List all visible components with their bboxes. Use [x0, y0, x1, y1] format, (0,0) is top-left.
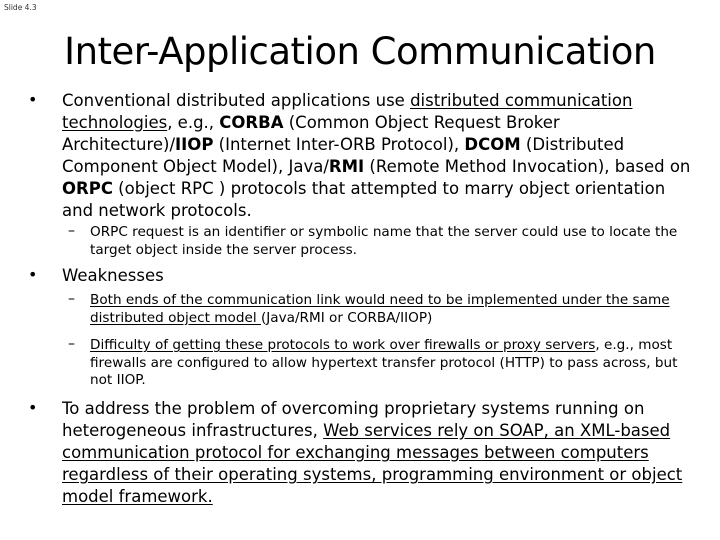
bullet-dot: • [28, 265, 38, 284]
slide-number: Slide 4.3 [4, 3, 37, 12]
bullet-text: Weaknesses [62, 266, 164, 285]
link-distributed-communication: distributed communication technologies [62, 91, 633, 132]
dash-marker: – [68, 223, 75, 239]
bullet-text: To address the problem of overcoming proprietary systems running on heterogeneous infrastructures, Web services rely on SOAP, an XML-based communication protocol for exchanging messages between computers regardless of their operating systems, programming environment or object model framework. [62, 399, 683, 506]
dash-marker: – [68, 291, 75, 307]
bullet-dot: • [28, 90, 38, 109]
sub-bullet-text: Difficulty of getting these protocols to work over firewalls or proxy servers, e.g., most firewalls are configured to allow hypertext transfer protocol (HTTP) to pass across, but not IIOP. [90, 337, 678, 388]
bullet-text: Conventional distributed applications use distributed communication technologies, e.g., CORBA (Common Object Request Broker Architecture)/IIOP (Internet Inter-ORB Protocol), DCOM (Distributed Component Object Model), Java/RMI (Remote Method Invocation), based on ORPC (object RPC ) protocols that attempted to marry object orientation and network protocols. [62, 91, 691, 220]
dash-marker: – [68, 336, 75, 352]
slide-title: Inter-Application Communication [64, 30, 656, 73]
sub-bullet-text: ORPC request is an identifier or symbolic name that the server could use to locate the target object inside the server process. [90, 224, 678, 258]
sub-bullet-text: Both ends of the communication link would need to be implemented under the same distributed object model (Java/RMI or CORBA/IIOP) [90, 292, 670, 326]
bullet-dot: • [28, 398, 38, 417]
link-web-services-soap: Web services rely on SOAP, an XML-based communication protocol for exchanging messages between computers regardless of their operating systems, programming environment or object model framework. [62, 421, 683, 506]
